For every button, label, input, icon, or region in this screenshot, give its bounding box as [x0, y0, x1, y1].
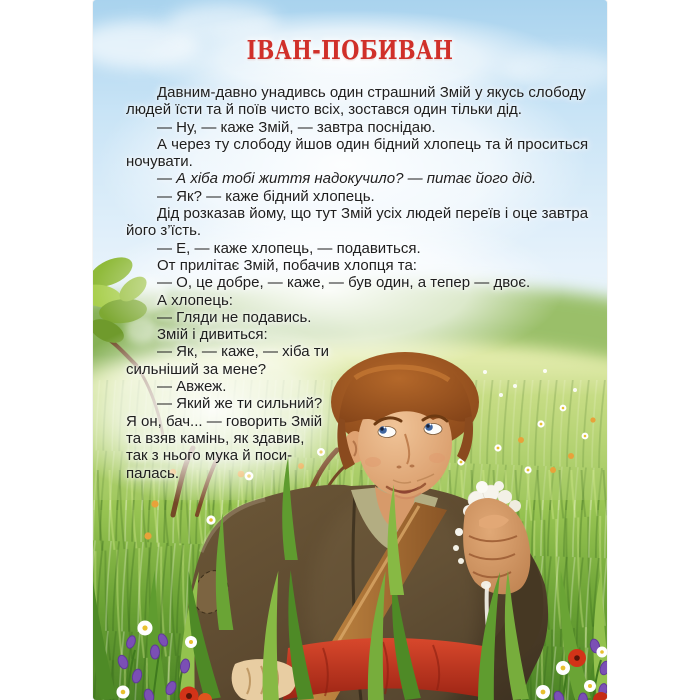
story-line: — О, це добре, — каже, — був один, а тепер — двоє.: [157, 274, 531, 292]
story-line: От прилітає Змій, побачив хлопця та:: [157, 256, 417, 274]
story-line: Давним-давно унадивсь один страшний Змій у якусь слободу: [157, 84, 586, 101]
story-line: — Як, — каже, — хіба ти: [157, 343, 330, 361]
story-line: А через ту слободу йшов один бідний хлопець та й проситься: [157, 135, 589, 153]
story-line: — Е, — каже хлопець, — подавиться.: [157, 239, 421, 257]
story-line: — Як? — каже бідний хлопець.: [157, 187, 375, 205]
story-line: — Який же ти сильний?: [157, 395, 323, 413]
story-line: сильніший за мене?: [126, 360, 267, 378]
story-line: та взяв камінь, як здавив,: [126, 429, 305, 447]
story-line: А хлопець:: [157, 291, 233, 309]
book-page: [93, 0, 607, 700]
story-title: ІВАН-ПОБИВАН: [246, 36, 454, 66]
story-line: Я он, бач... — говорить Змій: [126, 412, 323, 430]
story-text-layer: [93, 0, 607, 700]
story-line: палась.: [126, 464, 180, 482]
story-line: ночувати.: [126, 153, 193, 171]
story-line: — Ну, — каже Змій, — завтра поснідаю.: [157, 118, 436, 136]
story-line: Змій і дивиться:: [157, 326, 268, 344]
story-text: [126, 84, 589, 482]
story-line: — А хіба тобі життя надокучило? — питає його дід.: [157, 170, 537, 188]
story-line: — Авжеж.: [157, 378, 227, 396]
story-line: так з нього мука й поси-: [126, 447, 293, 465]
story-line: — Гляди не подавись.: [157, 308, 312, 326]
story-line: його з’їсть.: [126, 222, 202, 240]
story-line: людей їсти та й поїв чисто всіх, зостався один тільки дід.: [126, 101, 522, 119]
story-line: Дід розказав йому, що тут Змій усіх людей переїв і оце завтра: [157, 205, 589, 223]
